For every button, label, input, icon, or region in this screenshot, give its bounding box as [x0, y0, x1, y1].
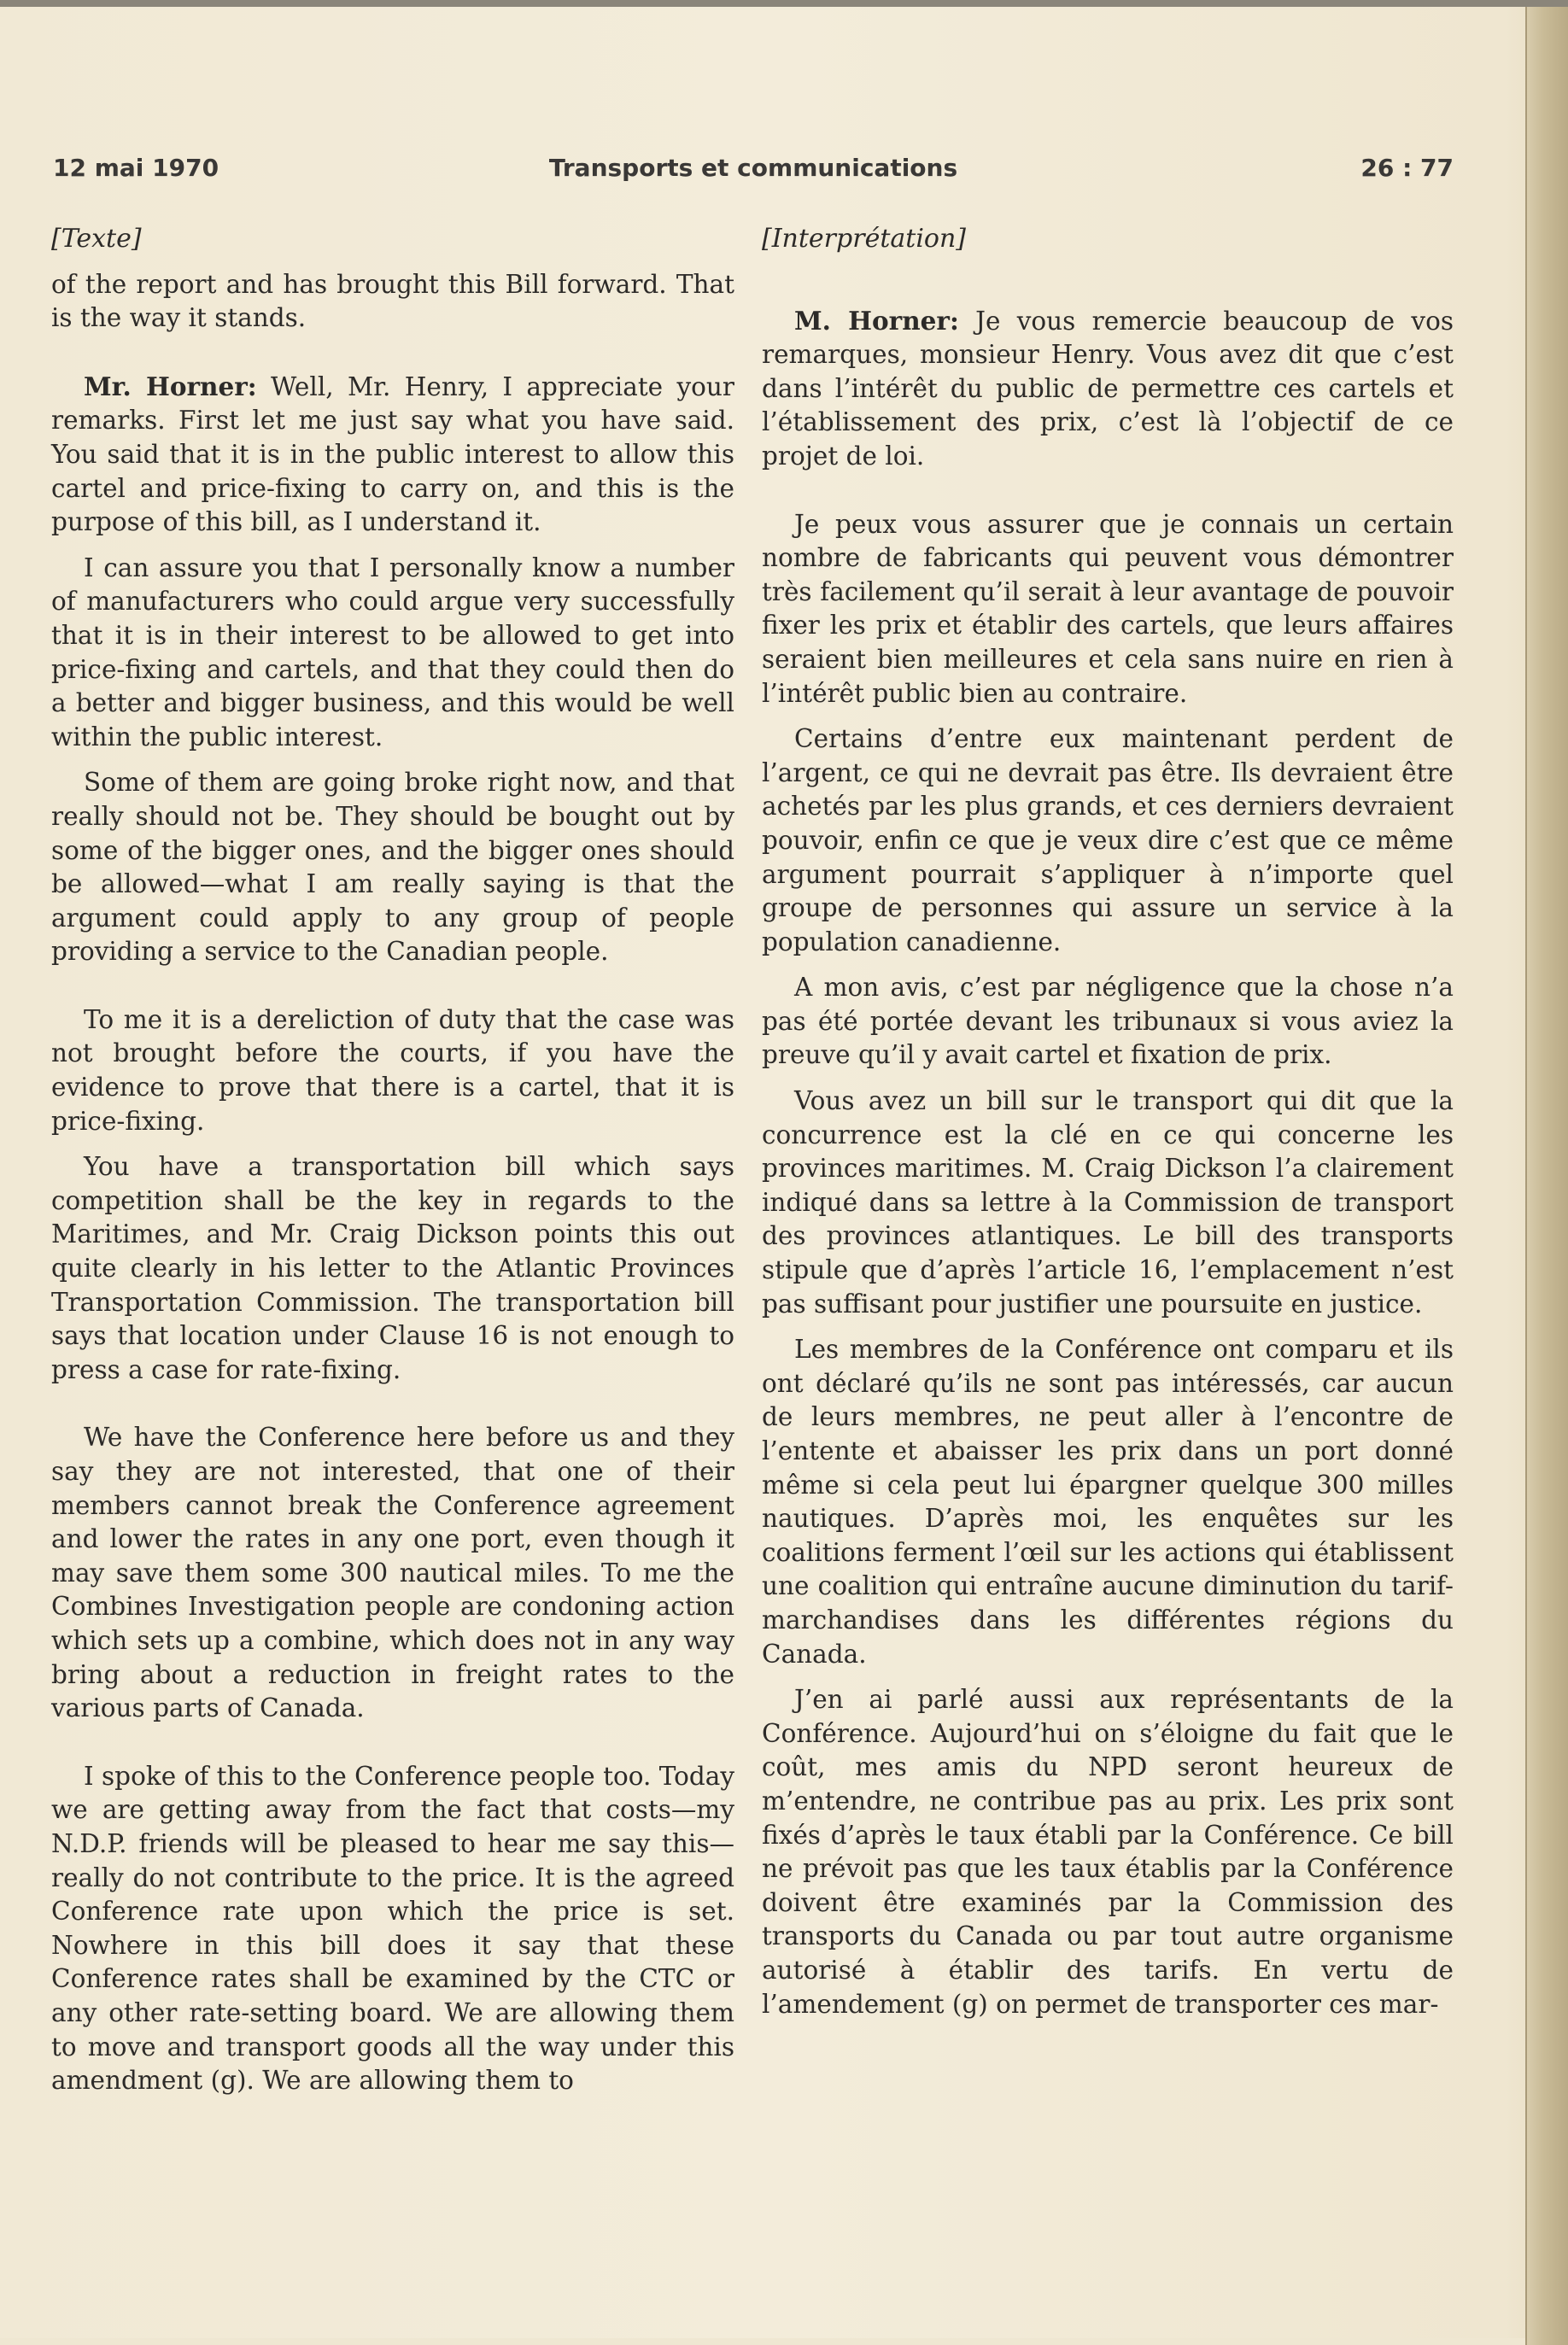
- paragraph-text: Well, Mr. Henry, I appreciate your remarks. First let me just say what you have said. You said that it is in the public interest to allow this cartel and price-fixing to carry on, and this is the purpose of this bill, as I understand it.: [51, 371, 734, 537]
- column-marker-interpretation: [Interprétation]: [762, 224, 967, 254]
- paragraph-text: I spoke of this to the Conference people too. Today we are getting away from the fact that costs—my N.D.P. friends will be pleased to hear me say this—really do not contribute to the price. It is the agreed Conference rate upon which the price is set. Nowhere in this bill does it say that these Conference rates shall be examined by the CTC or any other rate-setting board. We are allowing them to move and transport goods all the way under this amendment (g). We are allowing them to: [51, 1761, 734, 2096]
- book-spine-edge: [1525, 7, 1568, 2345]
- paragraph-text: You have a transportation bill which says competition shall be the key in regards to the Maritimes, and Mr. Craig Dickson points this out quite clearly in his letter to the Atlantic Provinces Transportation Commission. The transportation bill says that location under Clause 16 is not enough to press a case for rate-fixing.: [51, 1152, 734, 1384]
- paragraph: [51, 268, 734, 336]
- paragraph-text: Certains d’entre eux maintenant perdent de l’argent, ce qui ne devrait pas être. Ils devraient être achetés par les plus grands, et ces derniers devraient pouvoir, enfin ce que je veux dire c’est que ce même argument pourrait s’appliquer à n’importe quel groupe de personnes qui assure un service à la population canadienne.: [762, 724, 1454, 956]
- paragraph-text: A mon avis, c’est par négligence que la chose n’a pas été portée devant les tribunaux si vous aviez la preuve qu’il y avait cartel et fixation de prix.: [762, 973, 1454, 1070]
- paragraph-text: I can assure you that I personally know a number of manufacturers who could argue very successfully that it is in their interest to be allowed to get into price-fixing and cartels, and that they could then do a better and bigger business, and this would be well within the public interest.: [51, 553, 734, 751]
- column-marker-texte: [Texte]: [51, 224, 142, 254]
- french-column: [762, 222, 1454, 2033]
- paragraph-text: J’en ai parlé aussi aux représentants de la Conférence. Aujourd’hui on s’éloigne du fait que le coût, mes amis du NPD seront heureux de m’entendre, ne contribue pas au prix. Les prix sont fixés d’après le taux établi par la Conférence. Ce bill ne prévoit pas que les taux établis par la Conférence doivent être examinés par la Commission des transports du Canada ou par tout autre organisme autorisé à établir des tarifs. En vertu de l’amendement (g) on permet de transporter ces mar-: [762, 1685, 1454, 2019]
- header-page-number: 26 : 77: [1360, 154, 1454, 182]
- paragraph: [762, 971, 1454, 1073]
- speaker-name: Mr. Horner:: [84, 371, 257, 401]
- paragraph-text: Les membres de la Conférence ont comparu et ils ont déclaré qu’ils ne sont pas intéressés, car aucun de leurs membres, ne peut aller à l’encontre de l’entente et abaisser les prix dans un port donné même si cela peut lui épargner quelque 300 milles nautiques. D’après moi, les enquêtes sur les coalitions ferment l’œil sur les actions qui établissent une coalition qui entraîne aucune diminution du tarif-marchandises dans les différentes régions du Canada.: [762, 1335, 1454, 1669]
- paragraph: [51, 1421, 734, 1725]
- paragraph-text: Je vous remercie beaucoup de vos remarques, monsieur Henry. Vous avez dit que c’est dans l’intérêt du public de permettre ces cartels et l’établissement des prix, c’est là l’objectif de ce projet de loi.: [762, 306, 1454, 471]
- paragraph: [51, 1003, 734, 1138]
- paragraph: [762, 508, 1454, 711]
- paragraph: [51, 1150, 734, 1387]
- header-date: 12 mai 1970: [53, 154, 219, 182]
- paragraph: [762, 1333, 1454, 1671]
- speaker-name: M. Horner:: [794, 305, 959, 336]
- paragraph: [762, 1085, 1454, 1321]
- paragraph-text: We have the Conference here before us and they say they are not interested, that one of their members cannot break the Conference agreement and lower the rates in any one port, even though it may save them some 300 nautical miles. To me the Combines Investigation people are condoning action which sets up a combine, which does not in any way bring about a reduction in freight rates to the various parts of Canada.: [51, 1423, 734, 1723]
- paragraph-text: of the report and has brought this Bill forward. That is the way it stands.: [51, 269, 734, 333]
- paragraph-text: Vous avez un bill sur le transport qui dit que la concurrence est la clé en ce qui concerne les provinces maritimes. M. Craig Dickson l’a clairement indiqué dans sa lettre à la Commission de transport des provinces atlantiques. Le bill des transports stipule que d’après l’article 16, l’emplacement n’est pas suffisant pour justifier une poursuite en justice.: [762, 1086, 1454, 1319]
- paragraph: [762, 722, 1454, 959]
- paragraph: [762, 1683, 1454, 2021]
- running-header: [53, 154, 1454, 193]
- paragraph: [51, 766, 734, 969]
- paragraph-text: Je peux vous assurer que je connais un certain nombre de fabricants qui peuvent vous démontrer très facilement qu’il serait à leur avantage de pouvoir fixer les prix et établir des cartels, que leurs affaires seraient bien meilleures et cela sans nuire en rien à l’intérêt public bien au contraire.: [762, 509, 1454, 708]
- paragraph: [762, 304, 1454, 474]
- paragraph: [51, 370, 734, 540]
- english-column: [51, 222, 734, 2110]
- paragraph-text: Some of them are going broke right now, and that really should not be. They should be bought out by some of the bigger ones, and the bigger ones should be allowed—what I am really saying is that the argument could apply to any group of people providing a service to the Canadian people.: [51, 768, 734, 967]
- paragraph: [51, 552, 734, 755]
- paragraph: [51, 1760, 734, 2098]
- header-title: Transports et communications: [548, 154, 958, 182]
- paragraph-text: To me it is a dereliction of duty that the case was not brought before the courts, if you have the evidence to prove that there is a cartel, that it is price-fixing.: [51, 1004, 734, 1136]
